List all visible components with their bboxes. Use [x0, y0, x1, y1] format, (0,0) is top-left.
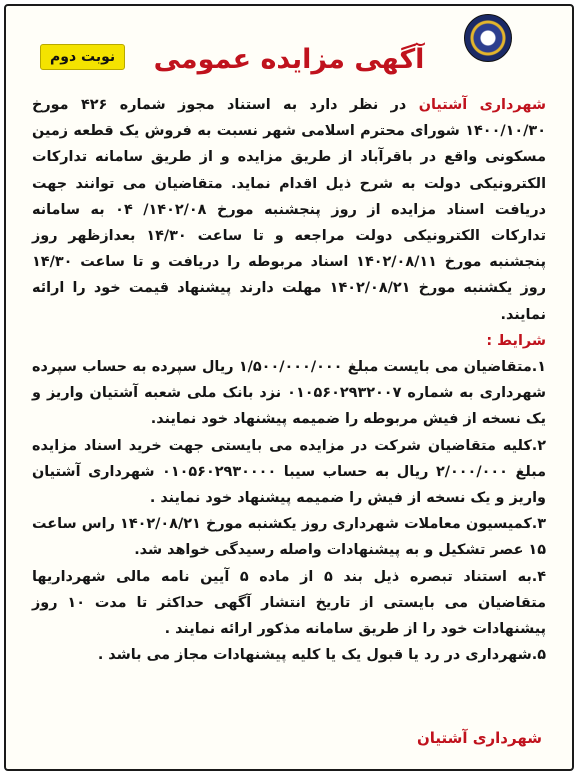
intro-paragraph: [32, 92, 546, 328]
condition-item: ۲.کلیه متقاضیان شرکت در مزایده می بایستی جهت خرید اسناد مزایده مبلغ ۲/۰۰۰/۰۰۰ ریال به حساب سیبا ۰۱۰۵۶۰۲۹۳۰۰۰۰ شهرداری آشتیان واریز و یک نسخه از فیش را ضمیمه پیشنهاد خود نمایند .: [32, 437, 547, 507]
notice-title: آگهی مزایده عمومی: [153, 44, 425, 75]
edition-badge: نوبت دوم: [40, 44, 125, 70]
signature: شهرداری آشتیان: [416, 729, 542, 747]
condition-item: ۳.کمیسیون معاملات شهرداری روز یکشنبه مورخ ۱۴۰۲/۰۸/۲۱ راس ساعت ۱۵ عصر تشکیل و به پیشنهادات واصله رسیدگی خواهد شد.: [32, 516, 546, 559]
notice-header: [6, 6, 572, 88]
condition-item: ۴.به استناد تبصره ذیل بند ۵ از ماده ۵ آیین نامه مالی شهرداریها متقاضیان می بایستی از تاریخ انتشار آگهی حداکثر تا مدت ۱۰ روز پیشنهادات خود را از طریق سامانه مذکور ارائه نمایند .: [32, 568, 546, 638]
condition-item: ۱.متقاضیان می بایست مبلغ ۱/۵۰۰/۰۰۰/۰۰۰ ریال سپرده به حساب سپرده شهرداری به شماره ۰۱۰۵۶۰۲۹۳۲۰۰۷ نزد بانک ملی شعبه آشتیان واریز و یک نسخه از فیش مربوطه را ضمیمه پیشنهاد خود نمایند.: [32, 359, 546, 428]
municipality-name: شهرداری آشتیان: [418, 97, 546, 113]
auction-notice: [4, 4, 574, 771]
condition-item: ۵.شهرداری در رد یا قبول یک یا کلیه پیشنهادات مجاز می باشد .: [97, 647, 546, 664]
conditions-title: شرایط :: [486, 332, 546, 349]
intro-text: در نظر دارد به استناد مجوز شماره ۴۲۶ مورخ ۱۴۰۰/۱۰/۳۰ شورای محترم اسلامی شهر نسبت به فروش یک قطعه زمین مسکونی واقع در باقرآباد از طریق مزایده و از طریق سامانه تدارکات الکترونیکی دولت به شرح ذیل اقدام نماید. متقاضیان می توانند جهت دریافت اسناد مزایده از روز پنجشنبه مورخ ۱۴۰۲/۰۸/ ۰۴ به سامانه تدارکات الکترونیکی دولت مراجعه و تا ساعت ۱۴/۳۰ بعدازظهر روز پنجشنبه مورخ ۱۴۰۲/۰۸/۱۱ اسناد مربوطه را دریافت و تا ساعت ۱۴/۳۰ روز یکشنبه مورخ ۱۴۰۲/۰۸/۲۱ مهلت دارند پیشنهاد قیمت خود را ارائه نمایند.: [32, 97, 546, 323]
notice-body: [32, 92, 546, 668]
